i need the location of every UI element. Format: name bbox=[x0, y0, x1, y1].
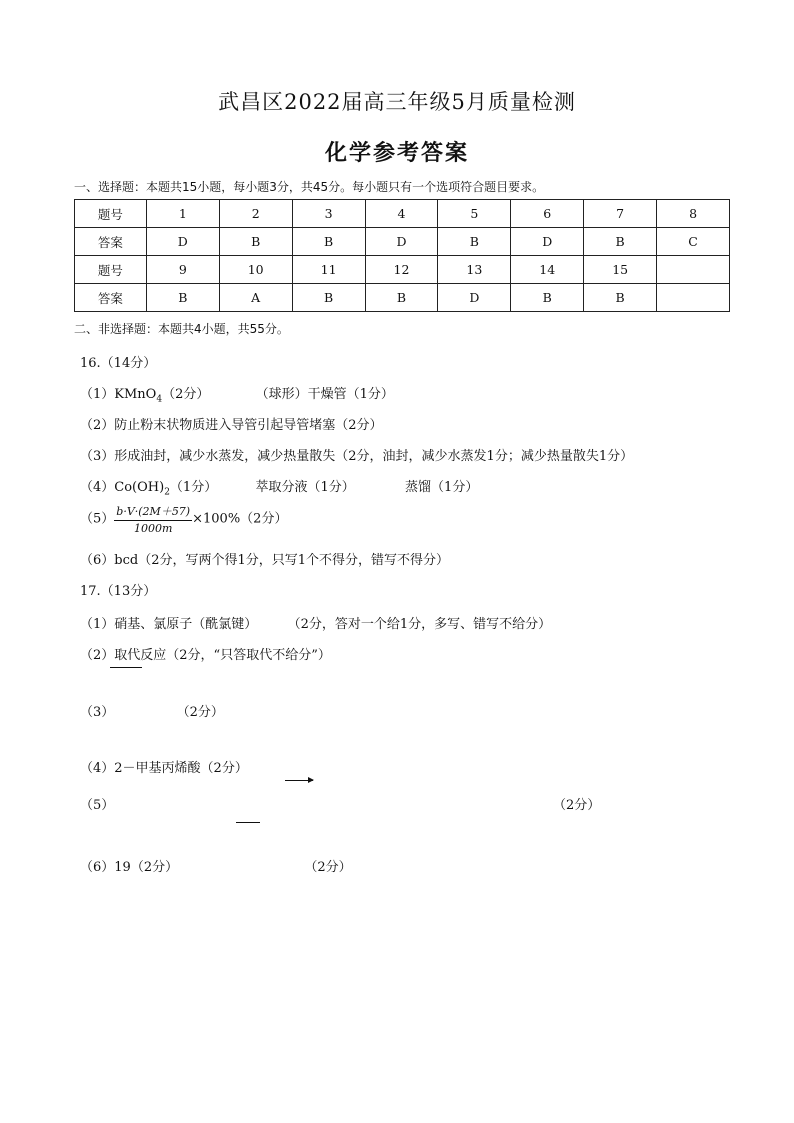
reaction-arrow-icon bbox=[285, 780, 313, 781]
q17-answer-4: （4）2－甲基丙烯酸（2分） bbox=[80, 761, 248, 776]
q16-answer-3: （3）形成油封，减少水蒸发，减少热量散失（2分，油封，减少水蒸发1分；减少热量散失1分） bbox=[80, 449, 634, 464]
table-cell: 9 bbox=[146, 256, 219, 284]
fraction-numerator: b·V·(2M＋57) bbox=[114, 503, 192, 521]
equation-line-mark bbox=[236, 822, 260, 823]
q17-a3-score: （2分） bbox=[176, 705, 224, 720]
table-cell: 8 bbox=[657, 200, 730, 228]
table-cell: 2 bbox=[219, 200, 292, 228]
table-cell: D bbox=[438, 284, 511, 312]
underline-mark bbox=[110, 667, 142, 668]
table-cell: 3 bbox=[292, 200, 365, 228]
table-cell: D bbox=[511, 228, 584, 256]
table-cell: 答案 bbox=[75, 284, 147, 312]
table-cell: 答案 bbox=[75, 228, 147, 256]
q17-a6-answer: （6）19（2分） bbox=[80, 860, 179, 875]
q16-answer-6: （6）bcd（2分，写两个得1分，只写1个不得分，错写不得分） bbox=[80, 553, 450, 568]
q17-answer-5-score: （2分） bbox=[553, 798, 601, 813]
table-cell: D bbox=[146, 228, 219, 256]
page-subtitle: 化学参考答案 bbox=[324, 141, 469, 166]
table-cell bbox=[657, 284, 730, 312]
table-cell: 1 bbox=[146, 200, 219, 228]
q17-answer-2: （2）取代反应（2分，“只答取代不给分”） bbox=[80, 648, 331, 663]
section-multiple-choice-heading: 一、选择题：本题共15小题，每小题3分，共45分。每小题只有一个选项符合题目要求。 bbox=[74, 180, 545, 194]
table-cell: 4 bbox=[365, 200, 438, 228]
fraction-denominator: 1000m bbox=[133, 522, 173, 535]
q17-answer-3 bbox=[80, 701, 224, 720]
table-cell: B bbox=[292, 284, 365, 312]
table-row bbox=[75, 256, 730, 284]
table-cell: B bbox=[584, 228, 657, 256]
table-cell: 14 bbox=[511, 256, 584, 284]
page-title: 武昌区2022届高三年级5月质量检测 bbox=[218, 90, 576, 114]
table-cell: 题号 bbox=[75, 256, 147, 284]
q17-a1-answer: （1）硝基、氯原子（酰氯键） bbox=[80, 617, 258, 632]
table-cell: 10 bbox=[219, 256, 292, 284]
q17-a3-label: （3） bbox=[80, 705, 115, 720]
table-cell: B bbox=[584, 284, 657, 312]
table-cell: 13 bbox=[438, 256, 511, 284]
q16-a4-score: （1分） bbox=[169, 480, 218, 495]
table-row bbox=[75, 228, 730, 256]
q16-a5-fraction bbox=[114, 503, 192, 535]
table-cell: B bbox=[438, 228, 511, 256]
table-cell: 7 bbox=[584, 200, 657, 228]
q16-answer-4 bbox=[80, 476, 478, 498]
q17-a1-scoring-note: （2分，答对一个给1分，多写、错写不给分） bbox=[287, 617, 552, 632]
q16-a1-subscript: 4 bbox=[156, 394, 163, 405]
table-row bbox=[75, 284, 730, 312]
q16-answer-1 bbox=[80, 383, 394, 405]
q16-a1-score: （2分） bbox=[162, 387, 210, 402]
q17-header: 17.（13分） bbox=[80, 584, 157, 599]
q17-answer-1 bbox=[80, 613, 551, 632]
table-cell: D bbox=[365, 228, 438, 256]
table-cell: A bbox=[219, 284, 292, 312]
table-cell: 题号 bbox=[75, 200, 147, 228]
q17-a6-score: （2分） bbox=[304, 860, 352, 875]
table-cell: B bbox=[219, 228, 292, 256]
table-cell bbox=[657, 256, 730, 284]
q17-answer-6 bbox=[80, 856, 352, 875]
q16-a4-subscript: 2 bbox=[164, 487, 170, 498]
table-cell: C bbox=[657, 228, 730, 256]
q16-a4-second-answer: 萃取分液（1分） bbox=[255, 480, 355, 495]
q16-answer-5 bbox=[80, 503, 287, 535]
table-cell: B bbox=[292, 228, 365, 256]
table-cell: B bbox=[511, 284, 584, 312]
section-free-response-heading: 二、非选择题：本题共4小题，共55分。 bbox=[74, 322, 289, 336]
q16-a5-score: ×100%（2分） bbox=[192, 511, 288, 527]
q16-a5-label: （5） bbox=[80, 511, 115, 527]
table-cell: 12 bbox=[365, 256, 438, 284]
table-cell: 15 bbox=[584, 256, 657, 284]
q16-a4-third-answer: 蒸馏（1分） bbox=[405, 480, 479, 495]
q16-a1-formula: （1）KMnO bbox=[80, 387, 157, 402]
q16-header: 16.（14分） bbox=[80, 356, 157, 371]
answer-table bbox=[74, 199, 730, 312]
q16-answer-2: （2）防止粉末状物质进入导管引起导管堵塞（2分） bbox=[80, 418, 383, 433]
q17-answer-5-label: （5） bbox=[80, 798, 115, 813]
table-row bbox=[75, 200, 730, 228]
q16-a1-second-answer: （球形）干燥管（1分） bbox=[255, 387, 394, 402]
table-cell: B bbox=[365, 284, 438, 312]
table-cell: B bbox=[146, 284, 219, 312]
table-cell: 6 bbox=[511, 200, 584, 228]
table-cell: 5 bbox=[438, 200, 511, 228]
table-cell: 11 bbox=[292, 256, 365, 284]
q16-a4-formula: （4）Co(OH) bbox=[80, 480, 165, 495]
